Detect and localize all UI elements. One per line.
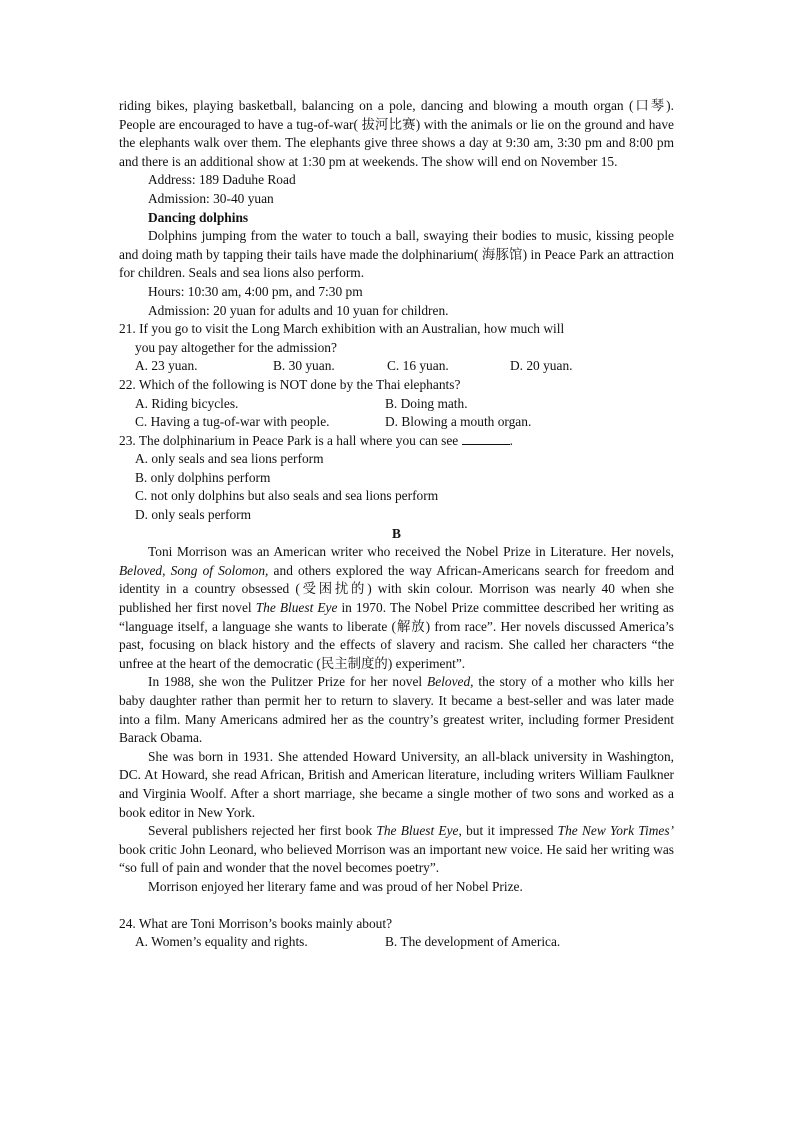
passage-b-paragraph-3: She was born in 1931. She attended Howard University, an all-black university in Washington, DC. At Howard, she read African, British and American literature, including writers William Faulkner and Virginia Woolf. After a short marriage, she became a single mother of two sons and worked as a book editor in New York. [119,748,674,820]
address-line: Address: 189 Daduhe Road [148,172,296,188]
newspaper-title: The New York Times’ [557,823,674,839]
question-21-options [119,357,674,376]
question-21: 21. If you go to visit the Long March exhibition with an Australian, how much will [119,321,565,337]
option-b: B. The development of America. [385,934,561,950]
book-title: Beloved [119,562,163,578]
option-a: A. Women’s equality and rights. [135,934,308,950]
admission-line: Admission: 30-40 yuan [148,190,274,206]
option-c: C. 16 yuan. [387,358,449,374]
book-title: Beloved [427,674,471,690]
passage-b-paragraph-4: Several publishers rejected her first book The Bluest Eye, but it impressed The New York Times’ book critic John Leonard, who believed Morrison was an important new voice. He said her writing was “so full of pain and wonder that the novel becomes poetry”. [119,823,674,876]
option-b: B. only dolphins perform [135,469,271,485]
dolphins-paragraph: Dolphins jumping from the water to touch a ball, swaying their bodies to music, kissing people and doing math by tapping their tails have made the dolphinarium( 海豚馆) in Peace Park an attraction for children. Seals and sea lions also perform. [119,228,674,281]
document-page [119,97,674,952]
book-title: The Bluest Eye [376,823,459,839]
option-d: D. 20 yuan. [510,358,573,374]
passage-a-paragraph: riding bikes, playing basketball, balancing on a pole, dancing and blowing a mouth organ (口琴). People are encouraged to have a tug-of-war( 拔河比赛) with the animals or lie on the ground and have the elephants walk over them. The elephants give three shows a day at 9:30 am, 3:30 pm and 8:00 pm and there is an additional show at 1:30 pm at weekends. The show will end on November 15. [119,98,674,169]
option-c: C. Having a tug-of-war with people. [135,414,330,430]
passage-b-label: B [392,525,401,541]
section-heading-dolphins: Dancing dolphins [148,209,249,225]
question-24: 24. What are Toni Morrison’s books mainly about? [119,915,393,931]
passage-b-paragraph-5: Morrison enjoyed her literary fame and was proud of her Nobel Prize. [148,878,523,894]
question-21-continued: you pay altogether for the admission? [135,339,337,355]
admission-line: Admission: 20 yuan for adults and 10 yuan for children. [148,302,449,318]
book-title: Song of Solomon, [170,562,269,578]
hours-line: Hours: 10:30 am, 4:00 pm, and 7:30 pm [148,283,363,299]
option-c: C. not only dolphins but also seals and sea lions perform [135,488,439,504]
question-23-end: . [509,432,513,448]
passage-b-paragraph-1: Toni Morrison was an American writer who received the Nobel Prize in Literature. Her novels, Beloved, Song of Solomon, and others explored the way African-Americans search for freedom and identity in a country obsessed (受困扰的) with skin colour. Morrison was nearly 40 when she published her first novel The Bluest Eye in 1970. The Nobel Prize committee described her writing as “language itself, a language she wants to liberate (解放) from race”. Her novels discussed America’s past, focusing on black history and the effects of slavery and racism. She called her characters “the unfree at the heart of the democratic (民主制度的) experiment”. [119,544,674,671]
question-22-options-row2 [119,413,674,432]
question-23 [119,432,674,451]
option-b: B. Doing math. [385,395,468,411]
option-d: D. Blowing a mouth organ. [385,414,532,430]
question-22-options-row1 [119,395,674,414]
spacer [119,897,674,915]
question-23-text: 23. The dolphinarium in Peace Park is a hall where you can see [119,432,459,448]
option-a: A. Riding bicycles. [135,395,239,411]
option-b: B. 30 yuan. [273,358,335,374]
passage-b-paragraph-2: In 1988, she won the Pulitzer Prize for her novel Beloved, the story of a mother who kills her baby daughter rather than permit her to return to slavery. It became a best-seller and was later made into a film. Many Americans admired her as the country’s greatest writer, including former President Barack Obama. [119,674,675,746]
question-22: 22. Which of the following is NOT done by the Thai elephants? [119,376,461,392]
option-a: A. only seals and sea lions perform [135,451,324,467]
option-a: A. 23 yuan. [135,358,198,374]
question-24-options [119,933,674,952]
book-title: The Bluest Eye [255,600,338,616]
option-d: D. only seals perform [135,507,252,523]
answer-blank [462,432,510,445]
